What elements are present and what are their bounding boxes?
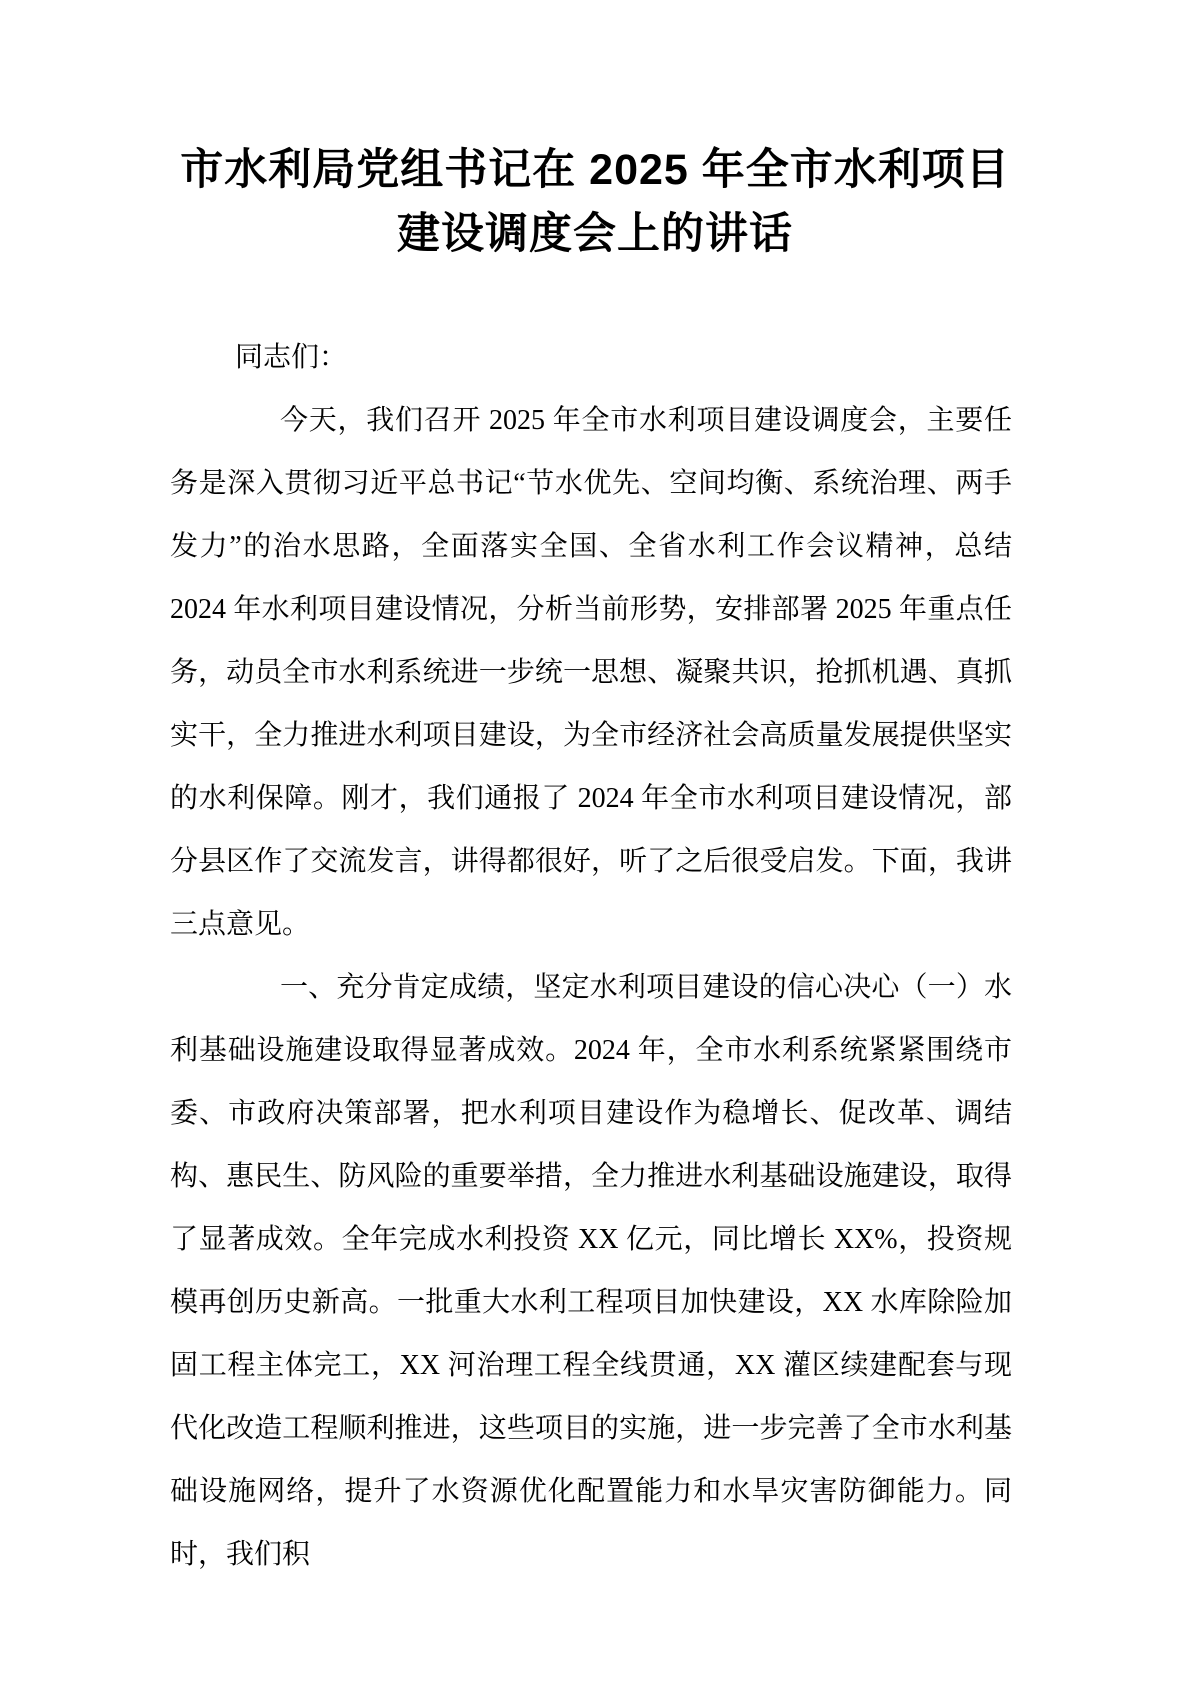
salutation-paragraph: 同志们： <box>235 342 348 373</box>
section-one-paragraph: 一、充分肯定成绩，坚定水利项目建设的信心决心（一）水利基础设施建设取得显著成效。2024 年，全市水利系统紧紧围绕市委、市政府决策部署，把水利项目建设作为稳增长、促改革、调结构、惠民生、防风险的重要举措，全力推进水利基础设施建设，取得了显著成效。全年完成水利投资 XX 亿元，同比增长 XX%，投资规模再创历史新高。一批重大水利工程项目加快建设，XX 水库除险加固工程主体完工，XX 河治理工程全线贯通，XX 灌区续建配套与现代化改造工程顺利推进，这些项目的实施，进一步完善了全市水利基础设施网络，提升了水资源优化配置能力和水旱灾害防御能力。同时，我们积 <box>170 972 1012 1570</box>
document-title <box>0 138 1190 266</box>
opening-paragraph: 今天，我们召开 2025 年全市水利项目建设调度会，主要任务是深入贯彻习近平总书记“节水优先、空间均衡、系统治理、两手发力”的治水思路，全面落实全国、全省水利工作会议精神，总结 2024 年水利项目建设情况，分析当前形势，安排部署 2025 年重点任务，动员全市水利系统进一步统一思想、凝聚共识，抢抓机遇、真抓实干，全力推进水利项目建设，为全市经济社会高质量发展提供坚实的水利保障。刚才，我们通报了 2024 年全市水利项目建设情况，部分县区作了交流发言，讲得都很好，听了之后很受启发。下面，我讲三点意见。 <box>170 405 1012 940</box>
document-title-line-1: 市水利局党组书记在 2025 年全市水利项目 <box>180 146 1010 194</box>
document-body <box>170 326 1012 1586</box>
document-title-line-2: 建设调度会上的讲话 <box>397 210 793 258</box>
